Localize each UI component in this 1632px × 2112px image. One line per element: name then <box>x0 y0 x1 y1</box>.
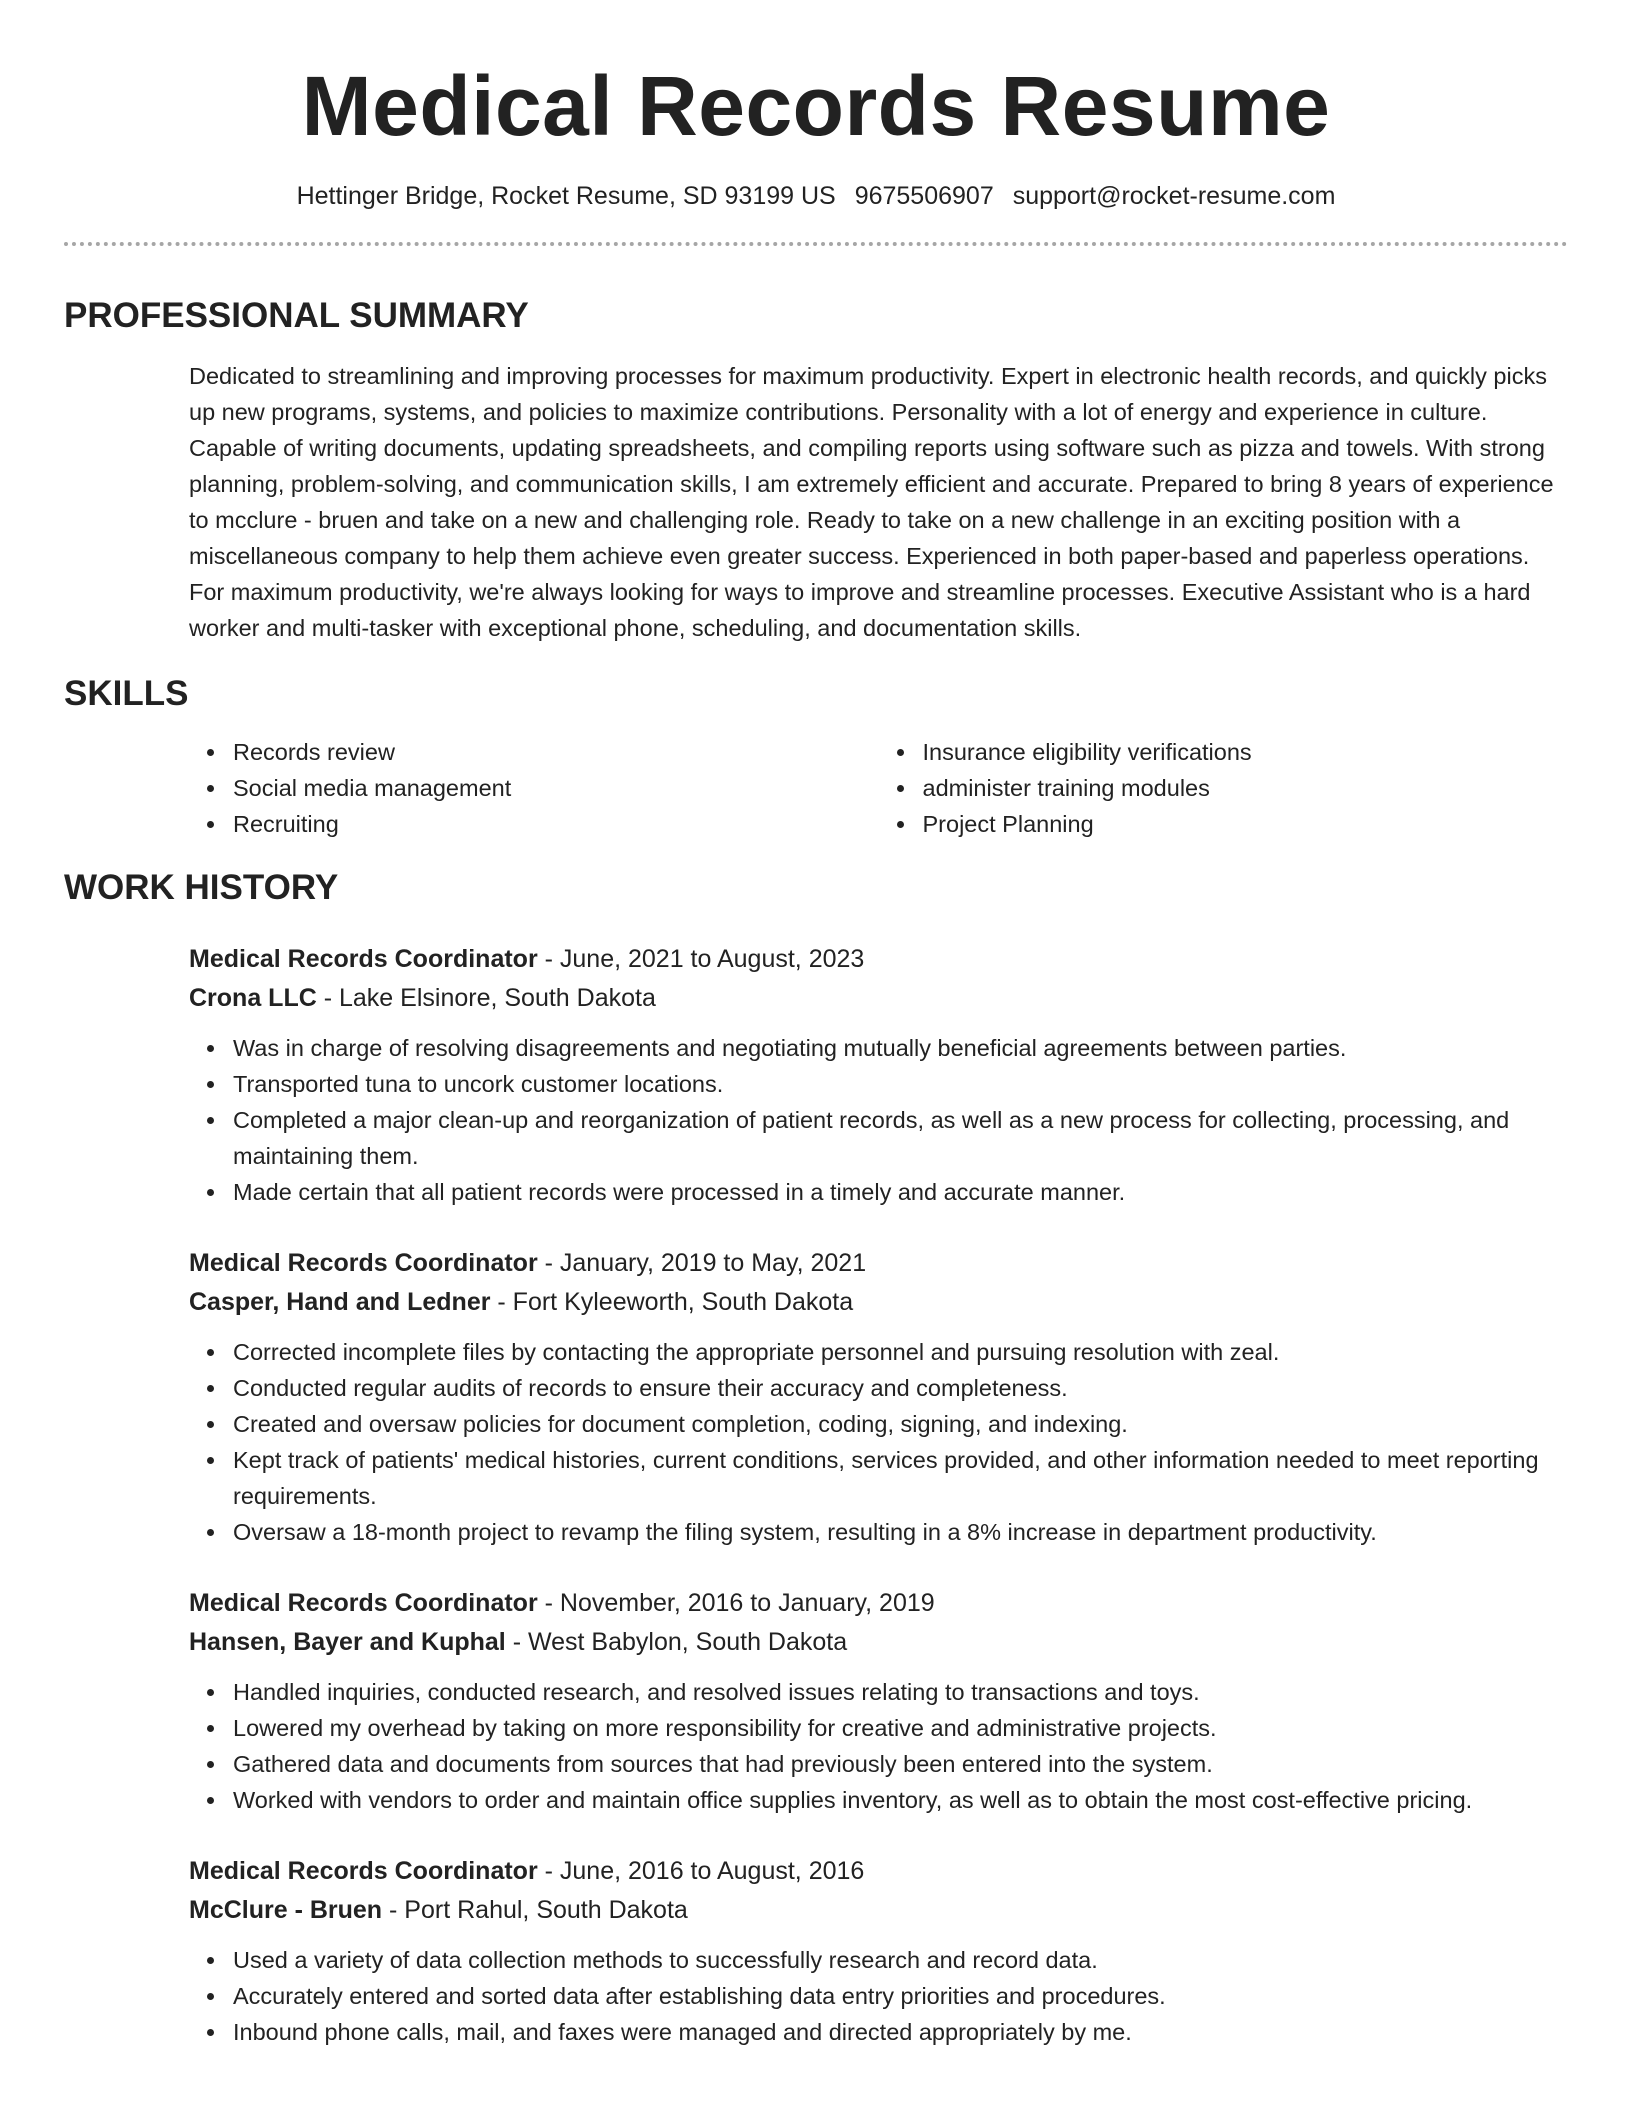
job-bullet: Inbound phone calls, mail, and faxes were managed and directed appropriately by me. <box>233 2014 1568 2050</box>
contact-address: Hettinger Bridge, Rocket Resume, SD 93199 US <box>296 182 836 210</box>
job-role-line <box>189 1584 1568 1623</box>
job-entry <box>189 1584 1568 1818</box>
skill-item: Insurance eligibility verifications <box>923 734 1569 770</box>
job-bullet: Gathered data and documents from sources that had previously been entered into the system. <box>233 1746 1568 1782</box>
job-bullet: Transported tuna to uncork customer locations. <box>233 1066 1568 1102</box>
contact-email: support@rocket-resume.com <box>1012 182 1336 210</box>
job-location: - West Babylon, South Dakota <box>505 1628 848 1656</box>
job-company-line <box>189 1623 1568 1662</box>
job-role: Medical Records Coordinator <box>189 1857 538 1885</box>
job-company-line <box>189 1283 1568 1322</box>
job-bullet: Accurately entered and sorted data after establishing data entry priorities and procedures. <box>233 1978 1568 2014</box>
skills-column-left <box>189 734 879 842</box>
job-company: Crona LLC <box>189 984 317 1012</box>
job-bullets <box>189 1674 1568 1818</box>
job-bullet: Conducted regular audits of records to ensure their accuracy and completeness. <box>233 1370 1568 1406</box>
job-company: McClure - Bruen <box>189 1896 383 1924</box>
job-role: Medical Records Coordinator <box>189 1249 538 1277</box>
job-bullet: Oversaw a 18-month project to revamp the filing system, resulting in a 8% increase in department productivity. <box>233 1514 1568 1550</box>
skill-item: administer training modules <box>923 770 1569 806</box>
skills-grid <box>189 734 1568 842</box>
job-bullet: Kept track of patients' medical histories, current conditions, services provided, and other information needed to meet reporting requirements. <box>233 1442 1568 1514</box>
job-role-line <box>189 940 1568 979</box>
section-title-work-history: WORK HISTORY <box>64 868 339 907</box>
resume-page <box>64 0 1568 2050</box>
skill-item: Recruiting <box>233 806 879 842</box>
job-bullet: Completed a major clean-up and reorganization of patient records, as well as a new process for collecting, processing, and maintaining them. <box>233 1102 1568 1174</box>
job-bullet: Was in charge of resolving disagreements and negotiating mutually beneficial agreements between parties. <box>233 1030 1568 1066</box>
job-bullet: Handled inquiries, conducted research, and resolved issues relating to transactions and toys. <box>233 1674 1568 1710</box>
job-location: - Fort Kyleeworth, South Dakota <box>490 1288 854 1316</box>
job-bullet: Made certain that all patient records were processed in a timely and accurate manner. <box>233 1174 1568 1210</box>
job-bullet: Used a variety of data collection methods to successfully research and record data. <box>233 1942 1568 1978</box>
job-company: Casper, Hand and Ledner <box>189 1288 491 1316</box>
job-bullet: Created and oversaw policies for document completion, coding, signing, and indexing. <box>233 1406 1568 1442</box>
skill-item: Social media management <box>233 770 879 806</box>
job-entry <box>189 1852 1568 2050</box>
job-dates: - June, 2016 to August, 2016 <box>537 1857 865 1885</box>
job-company-line <box>189 1891 1568 1930</box>
section-title-summary: PROFESSIONAL SUMMARY <box>64 296 529 335</box>
job-bullet: Corrected incomplete files by contacting the appropriate personnel and pursuing resolution with zeal. <box>233 1334 1568 1370</box>
job-role-line <box>189 1852 1568 1891</box>
job-company-line <box>189 979 1568 1018</box>
job-dates: - June, 2021 to August, 2023 <box>537 945 865 973</box>
resume-header <box>64 0 1568 212</box>
job-dates: - January, 2019 to May, 2021 <box>537 1249 867 1277</box>
job-bullet: Lowered my overhead by taking on more responsibility for creative and administrative projects. <box>233 1710 1568 1746</box>
job-bullet: Worked with vendors to order and maintain office supplies inventory, as well as to obtain the most cost-effective pricing. <box>233 1782 1568 1818</box>
job-bullets <box>189 1334 1568 1550</box>
job-dates: - November, 2016 to January, 2019 <box>537 1589 935 1617</box>
contact-phone: 9675506907 <box>854 182 994 210</box>
job-entry <box>189 940 1568 1210</box>
skill-item: Project Planning <box>923 806 1569 842</box>
contact-line <box>64 180 1568 212</box>
job-role-line <box>189 1244 1568 1283</box>
skill-item: Records review <box>233 734 879 770</box>
job-role: Medical Records Coordinator <box>189 1589 538 1617</box>
job-location: - Port Rahul, South Dakota <box>382 1896 688 1924</box>
summary-text: Dedicated to streamlining and improving processes for maximum productivity. Expert in electronic health records, and quickly picks up new programs, systems, and policies to maximize contributions. Personality with a lot of energy and experience in culture. Capable of writing documents, updating spreadsheets, and compiling reports using software such as pizza and towels. With strong planning, problem-solving, and communication skills, I am extremely efficient and accurate. Prepared to bring 8 years of experience to mcclure - bruen and take on a new and challenging role. Ready to take on a new challenge in an exciting position with a miscellaneous company to help them achieve even greater success. Experienced in both paper-based and paperless operations. For maximum productivity, we're always looking for ways to improve and streamline processes. Executive Assistant who is a hard worker and multi-tasker with exceptional phone, scheduling, and documentation skills. <box>189 363 1554 641</box>
section-title-skills: SKILLS <box>64 674 189 713</box>
resume-title: Medical Records Resume <box>301 59 1331 153</box>
job-role: Medical Records Coordinator <box>189 945 538 973</box>
job-entry <box>189 1244 1568 1550</box>
job-bullets <box>189 1942 1568 2050</box>
skills-column-right <box>879 734 1569 842</box>
job-bullets <box>189 1030 1568 1210</box>
header-divider <box>64 242 1568 246</box>
job-company: Hansen, Bayer and Kuphal <box>189 1628 506 1656</box>
job-location: - Lake Elsinore, South Dakota <box>316 984 656 1012</box>
